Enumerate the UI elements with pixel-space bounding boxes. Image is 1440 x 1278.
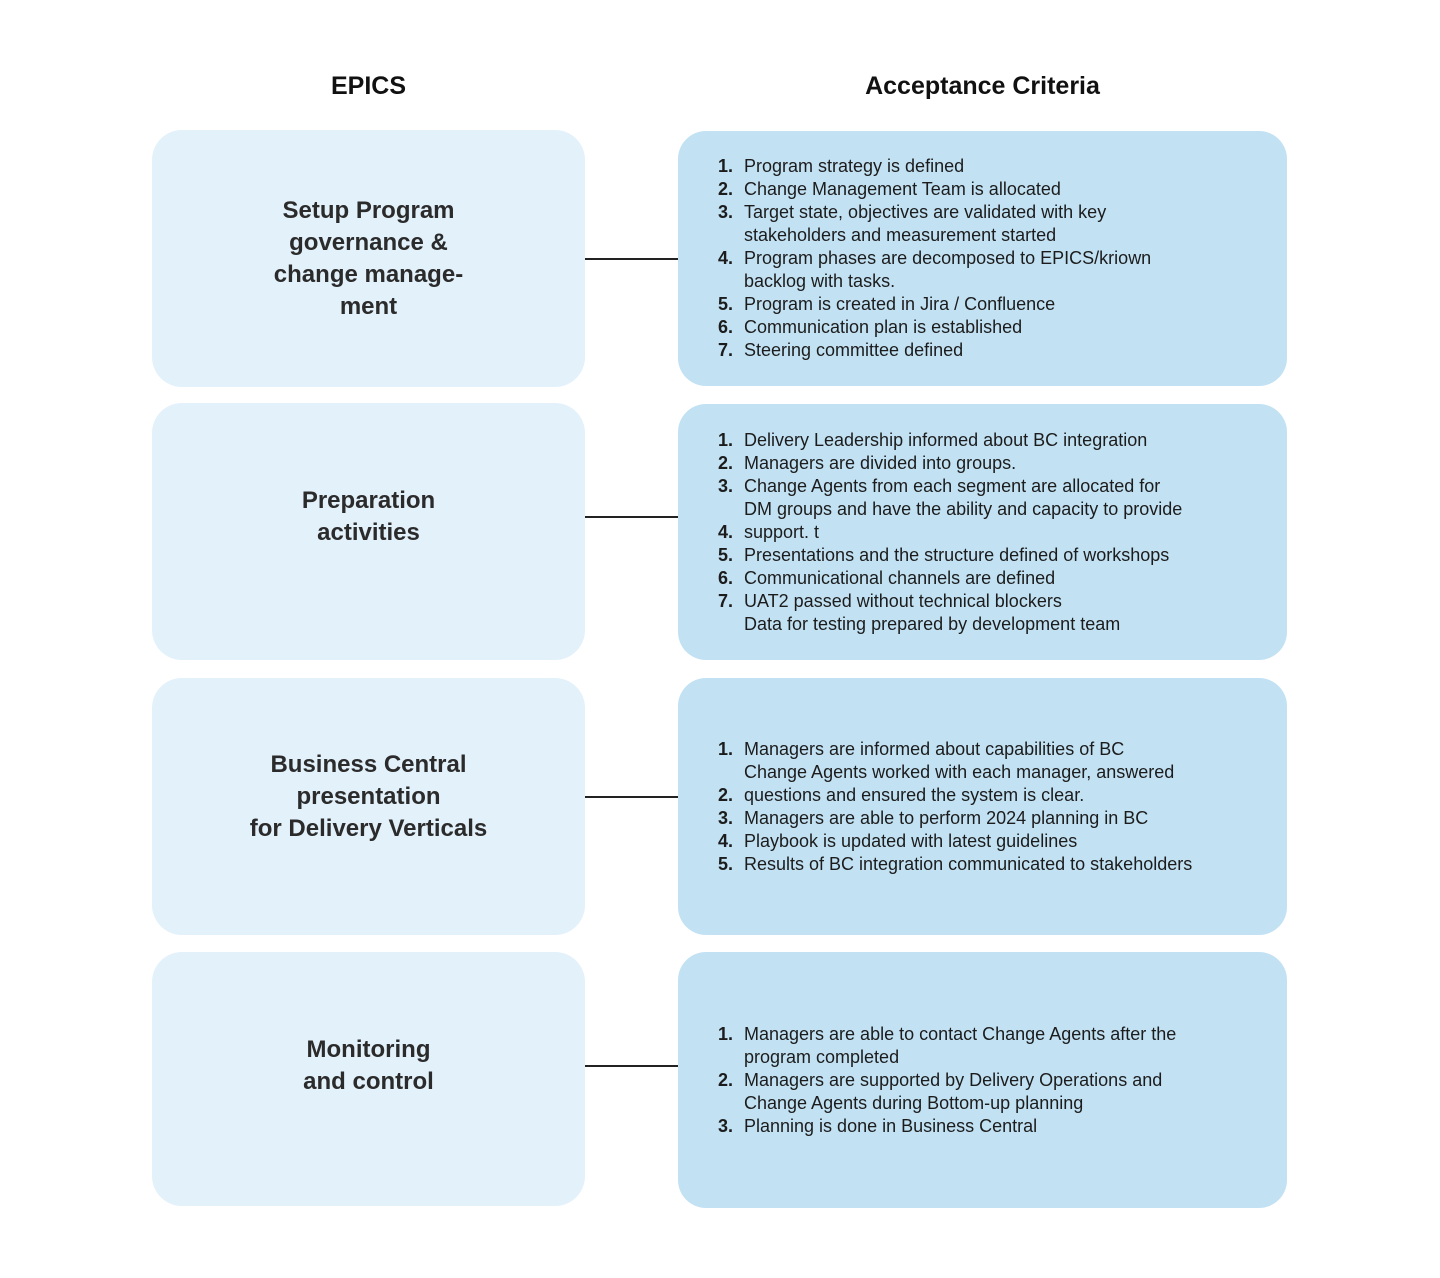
criteria-item [718, 247, 1269, 293]
item-text: Steering committee defined [744, 340, 964, 360]
criteria-item [718, 784, 1269, 807]
criteria-item [718, 201, 1269, 247]
epic-title: Setup Program governance & change manage- ment [273, 196, 464, 320]
item-number: 4. [718, 830, 734, 851]
item-number: 2. [718, 1069, 734, 1090]
item-text: Program phases are decomposed to EPICS/kriown backlog with tasks. [744, 248, 1152, 291]
criteria-list [718, 1023, 1269, 1138]
item-text: Managers are able to contact Change Agents after the program completed [744, 1023, 1177, 1067]
item-text: Managers are informed about capabilities of BC Change Agents worked with each manager, answered [744, 738, 1175, 782]
criteria-item [718, 738, 1269, 784]
item-text: Playbook is updated with latest guidelines [744, 830, 1078, 851]
criteria-item [718, 155, 1269, 178]
item-number: 2. [718, 784, 734, 805]
item-text: support. t [744, 521, 820, 542]
criteria-item [718, 1023, 1269, 1069]
criteria-item [718, 429, 1269, 452]
criteria-list [718, 738, 1269, 876]
item-text: Program is created in Jira / Confluence [744, 294, 1056, 314]
item-text: Communication plan is established [744, 317, 1023, 337]
item-text: Change Management Team is allocated [744, 179, 1061, 199]
item-number: 3. [718, 1115, 734, 1136]
criteria-box-row4 [678, 952, 1287, 1208]
criteria-item [718, 452, 1269, 475]
item-text: Presentations and the structure defined of workshops [744, 544, 1170, 565]
epic-title: Preparation activities [301, 486, 436, 546]
item-number: 1. [718, 156, 734, 176]
item-number: 4. [718, 521, 734, 542]
item-text: Change Agents from each segment are allocated for DM groups and have the ability and capacity to provide [744, 475, 1183, 519]
item-text: Target state, objectives are validated with key stakeholders and measurement started [744, 202, 1107, 245]
item-number: 3. [718, 202, 734, 222]
epic-box-business-central-presentation [152, 678, 585, 935]
criteria-item [718, 544, 1269, 567]
item-text: Delivery Leadership informed about BC integration [744, 429, 1148, 450]
acceptance-criteria-column-header: Acceptance Criteria [865, 72, 1100, 100]
item-number: 3. [718, 475, 734, 496]
item-number: 5. [718, 544, 734, 565]
item-number: 7. [718, 340, 734, 360]
criteria-box-row1 [678, 131, 1287, 386]
epic-title: Monitoring and control [303, 1036, 434, 1095]
epics-column-header: EPICS [330, 72, 407, 100]
criteria-item [718, 567, 1269, 590]
criteria-item [718, 853, 1269, 876]
criteria-item [718, 830, 1269, 853]
item-number: 5. [718, 853, 734, 874]
item-number: 1. [718, 1023, 734, 1044]
connector-line-row4 [585, 1065, 679, 1067]
item-number: 2. [718, 452, 734, 473]
criteria-item [718, 1115, 1269, 1138]
item-text: Managers are able to perform 2024 planning in BC [744, 807, 1149, 828]
epic-title: Business Central presentation for Delivery Verticals [249, 751, 488, 842]
item-number: 2. [718, 179, 734, 199]
item-number: 5. [718, 294, 734, 314]
criteria-item [718, 1069, 1269, 1115]
item-number: 6. [718, 317, 734, 337]
criteria-item [718, 316, 1269, 339]
epic-box-preparation-activities [152, 403, 585, 660]
criteria-item [718, 293, 1269, 316]
item-text: Managers are divided into groups. [744, 452, 1017, 473]
item-text: Managers are supported by Delivery Operations and Change Agents during Bottom-up planning [744, 1069, 1163, 1113]
item-number: 1. [718, 738, 734, 759]
item-number: 7. [718, 590, 734, 611]
item-text: Results of BC integration communicated to stakeholders [744, 853, 1193, 874]
item-number: 4. [718, 248, 734, 268]
item-number: 3. [718, 807, 734, 828]
connector-line-row3 [585, 796, 679, 798]
criteria-item [718, 339, 1269, 362]
item-number: 1. [718, 429, 734, 450]
epic-box-setup-program-governance [152, 130, 585, 387]
item-text: Communicational channels are defined [744, 567, 1056, 588]
criteria-item [718, 521, 1269, 544]
item-text: Program strategy is defined [744, 156, 965, 176]
criteria-item [718, 475, 1269, 521]
criteria-item [718, 807, 1269, 830]
item-text: questions and ensured the system is clear. [744, 784, 1085, 805]
connector-line-row2 [585, 516, 679, 518]
item-text: Planning is done in Business Central [744, 1115, 1038, 1136]
criteria-item [718, 590, 1269, 636]
criteria-box-row2 [678, 404, 1287, 660]
criteria-box-row3 [678, 678, 1287, 935]
epic-box-monitoring-and-control [152, 952, 585, 1206]
item-number: 6. [718, 567, 734, 588]
item-text: UAT2 passed without technical blockers Data for testing prepared by development team [744, 590, 1121, 634]
connector-line-row1 [585, 258, 679, 260]
criteria-list [718, 155, 1269, 362]
criteria-item [718, 178, 1269, 201]
criteria-list [718, 429, 1269, 636]
